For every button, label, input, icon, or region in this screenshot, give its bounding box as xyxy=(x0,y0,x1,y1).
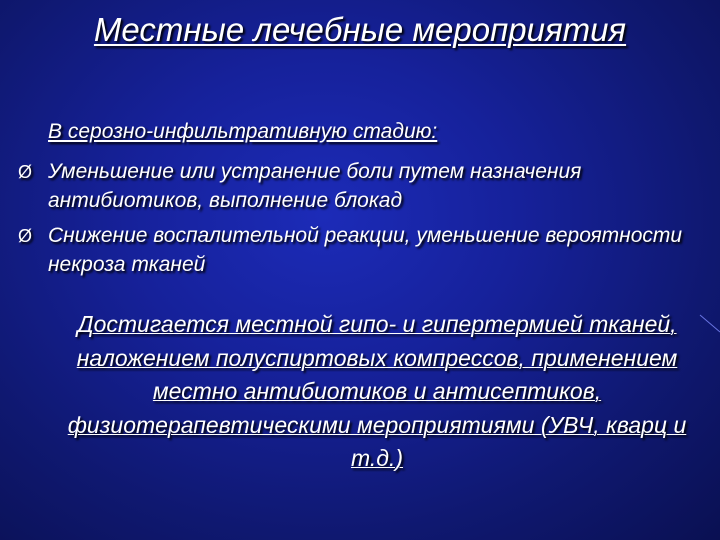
bullet-item xyxy=(18,221,708,279)
treatment-note: Достигается местной гипо- и гипертермией тканей, наложением полуспиртовых компрессов, применением местно антибиотиков и антисептиков, физиотерапевтическими мероприятиями (УВЧ, кварц и т.д.) xyxy=(67,311,687,471)
arrow-bullet-icon: Ø xyxy=(18,162,33,182)
bullet-item xyxy=(18,157,708,215)
bullet-list xyxy=(18,157,708,285)
stage-heading: В серозно-инфильтративную стадию: xyxy=(48,120,438,143)
arrow-bullet-icon: Ø xyxy=(18,226,33,246)
slide-title: Местные лечебные мероприятия xyxy=(93,11,627,48)
bullet-text: Снижение воспалительной реакции, уменьшение вероятности некроза тканей xyxy=(48,224,683,276)
bullet-text: Уменьшение или устранение боли путем назначения антибиотиков, выполнение блокад xyxy=(48,160,582,212)
